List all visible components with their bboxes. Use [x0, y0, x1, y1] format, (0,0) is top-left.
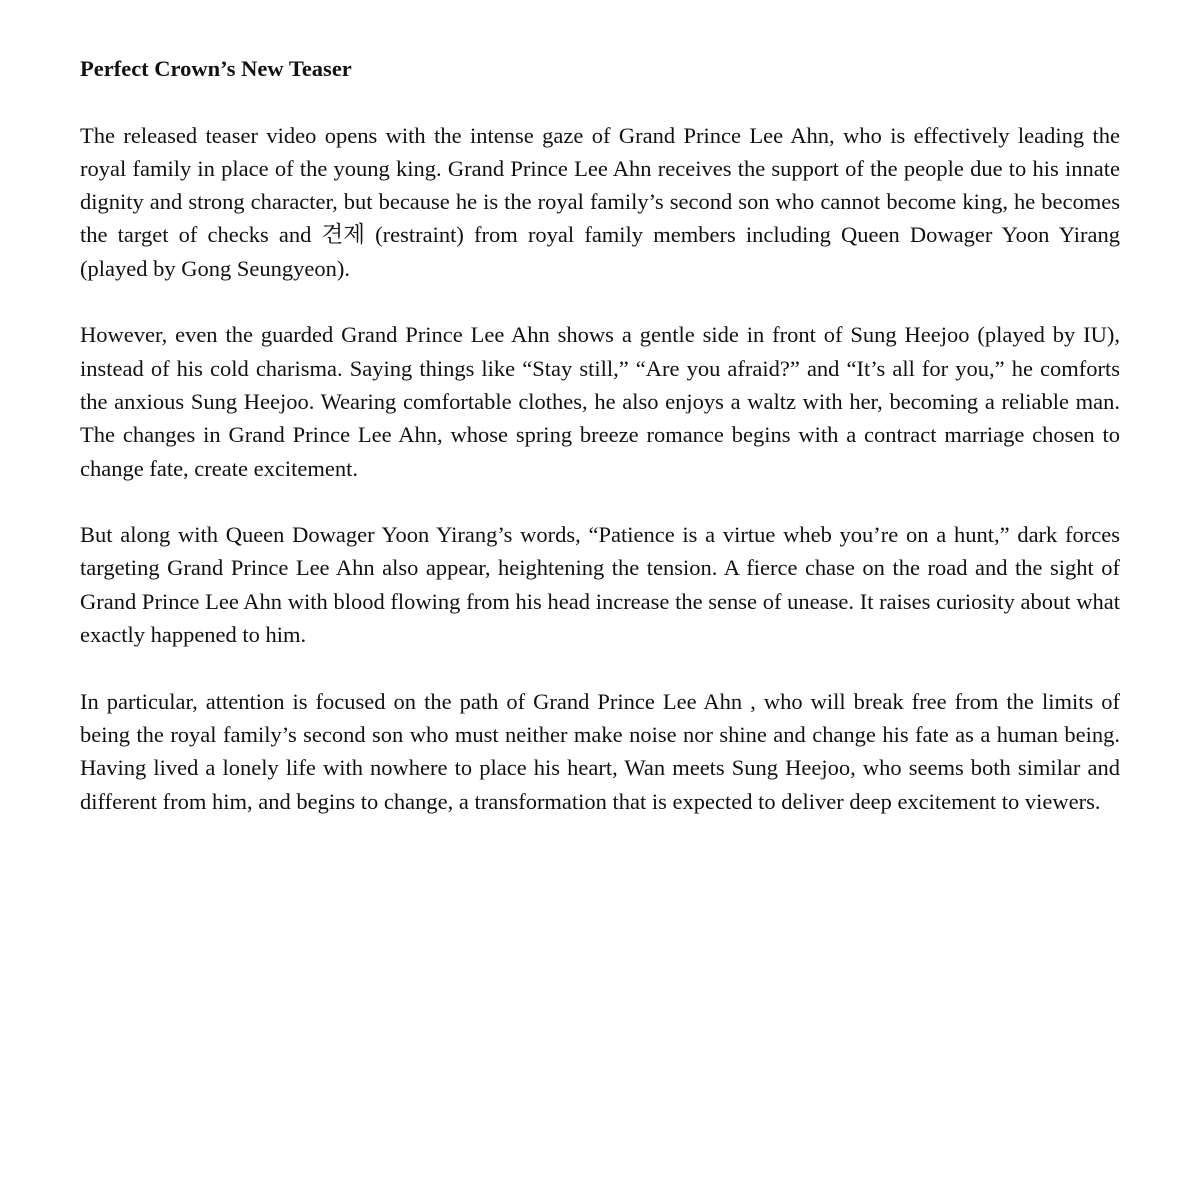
document-page — [80, 52, 1120, 818]
paragraph-4: In particular, attention is focused on the path of Grand Prince Lee Ahn , who will break free from the limits of being the royal family’s second son who must neither make noise nor shine and change his fate as a human being. Having lived a lonely life with nowhere to place his heart, Wan meets Sung Heejoo, who seems both similar and different from him, and begins to change, a transformation that is expected to deliver deep excitement to viewers. — [80, 688, 1120, 814]
paragraph-2: However, even the guarded Grand Prince Lee Ahn shows a gentle side in front of Sung Heejoo (played by IU), instead of his cold charisma. Saying things like “Stay still,” “Are you afraid?” and “It’s all for you,” he comforts the anxious Sung Heejoo. Wearing comfortable clothes, he also enjoys a waltz with her, becoming a reliable man. The changes in Grand Prince Lee Ahn, whose spring breeze romance begins with a contract marriage chosen to change fate, create excitement. — [80, 322, 1120, 481]
paragraph-3: But along with Queen Dowager Yoon Yirang’s words, “Patience is a virtue wheb you’re on a hunt,” dark forces targeting Grand Prince Lee Ahn also appear, heightening the tension. A fierce chase on the road and the sight of Grand Prince Lee Ahn with blood flowing from his head increase the sense of unease. It raises curiosity about what exactly happened to him. — [80, 522, 1120, 648]
paragraph-1: The released teaser video opens with the intense gaze of Grand Prince Lee Ahn, who is effectively leading the royal family in place of the young king. Grand Prince Lee Ahn receives the support of the people due to his innate dignity and strong character, but because he is the royal family’s second son who cannot become king, he becomes the target of checks and 견제 (restraint) from royal family members including Queen Dowager Yoon Yirang (played by Gong Seungyeon). — [80, 122, 1120, 281]
document-title: Perfect Crown’s New Teaser — [80, 56, 352, 81]
